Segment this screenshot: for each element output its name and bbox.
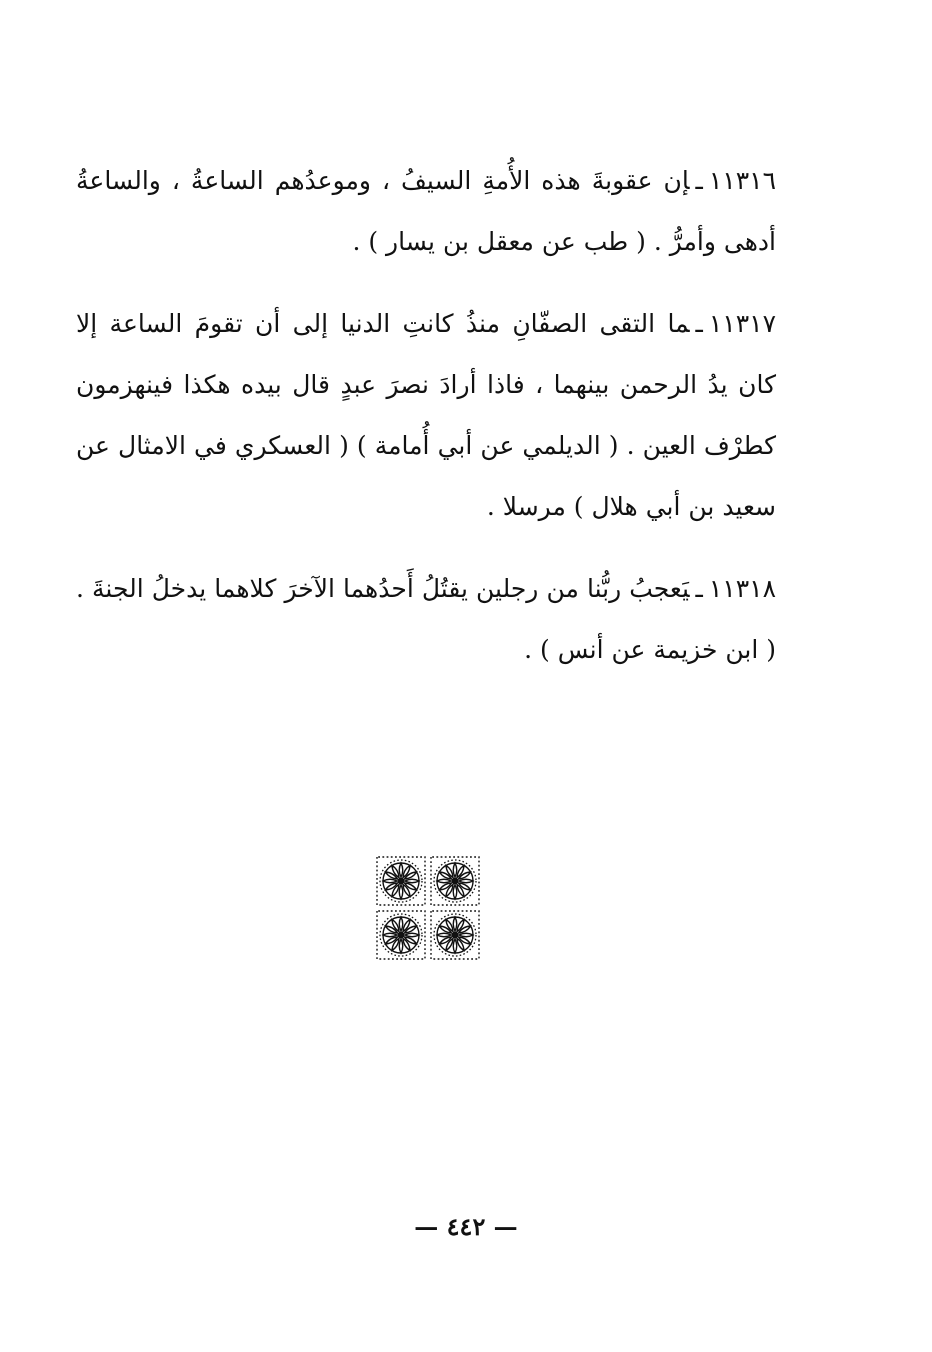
entry-number: ١١٣١٧ xyxy=(708,309,776,338)
page-number: — ٤٤٢ — xyxy=(414,1212,518,1241)
hadith-entry-11318 xyxy=(76,558,776,680)
hadith-entry-11316 xyxy=(76,150,776,272)
entry-number: ١١٣١٨ xyxy=(708,574,776,603)
entry-dash: ـ xyxy=(695,309,703,338)
hadith-entry-11317 xyxy=(76,293,776,537)
entry-text: ما التقى الصفّانِ منذُ كانتِ الدنيا إلى أن تقومَ الساعة إلا كان يدُ الرحمن بينهما ، فاذا أرادَ نصرَ عبدٍ قال بيده هكذا فينهزمون كطرْف العين . ( الديلمي عن أبي أُمامة ) ( العسكري في الامثال عن سعيد بن أبي هلال ) مرسلا . xyxy=(76,309,776,521)
hadith-entries xyxy=(76,150,776,701)
entry-number: ١١٣١٦ xyxy=(708,166,776,195)
entry-text: إن عقوبةَ هذه الأُمةِ السيفُ ، وموعدُهم الساعةُ ، والساعةُ أدهى وأمرُّ . ( طب عن معقل بن يسار ) . xyxy=(76,166,776,256)
entry-dash: ـ xyxy=(695,166,703,195)
four-rosette-ornament-icon xyxy=(374,855,482,961)
entry-text: يَعجبُ ربُّنا من رجلين يقتُلُ أَحدُهما الآخرَ كلاهما يدخلُ الجنةَ . ( ابن خزيمة عن أنس ) . xyxy=(76,574,776,664)
entry-dash: ـ xyxy=(695,574,703,603)
